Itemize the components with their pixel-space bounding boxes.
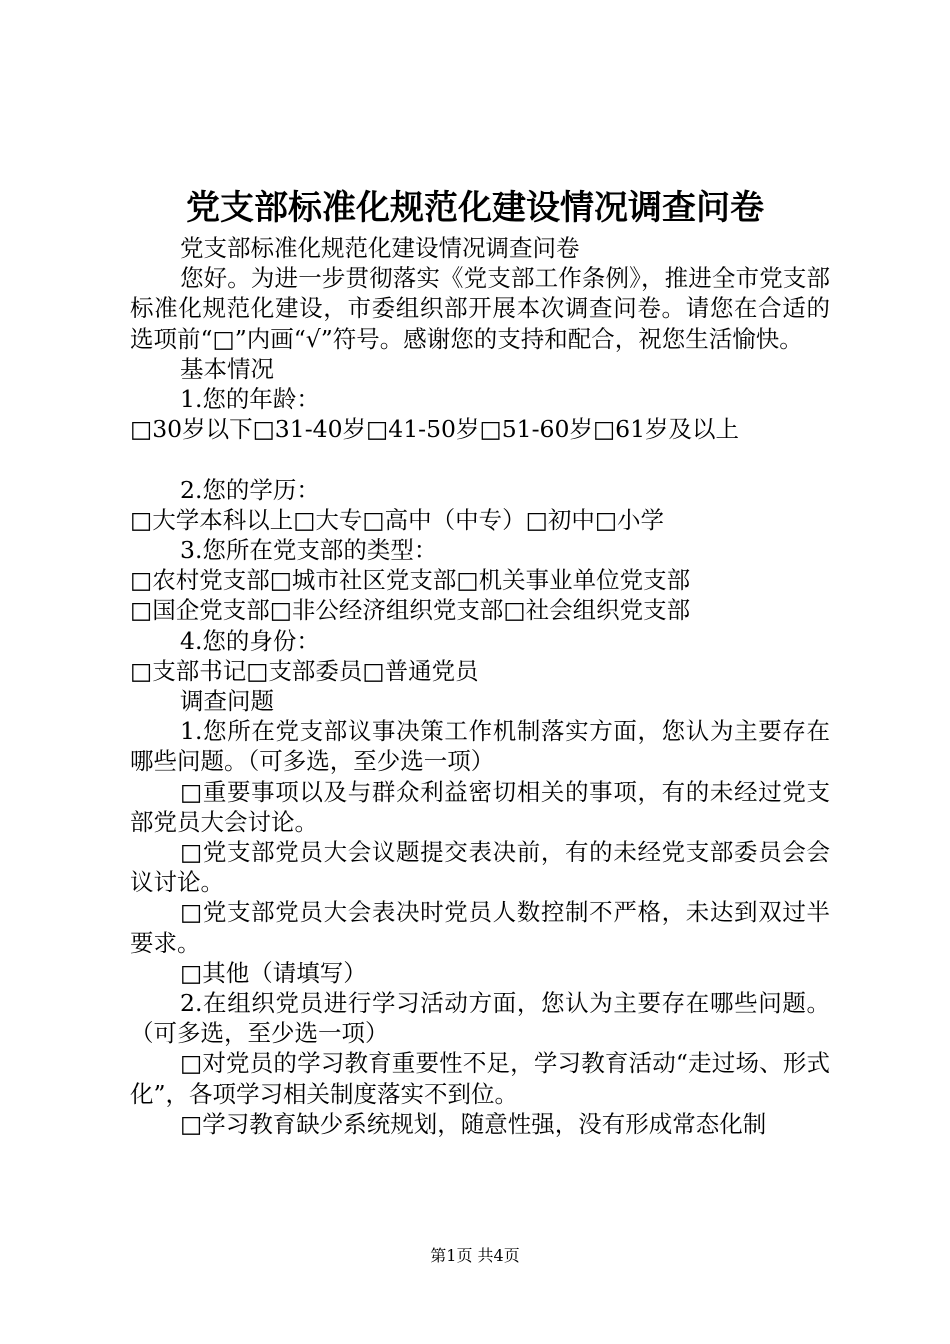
survey-option: □其他（请填写） xyxy=(180,958,367,987)
survey-question-1: 1.您所在党支部议事决策工作机制落实方面，您认为主要存在哪些问题。（可多选，至少选一项） xyxy=(130,717,830,776)
document-body xyxy=(130,233,830,1139)
survey-option: □学习教育缺少系统规划，随意性强，没有形成常态化制 xyxy=(180,1109,767,1138)
survey-option: □对党员的学习教育重要性不足，学习教育活动“走过场、形式化”，各项学习相关制度落实不到位。 xyxy=(130,1049,830,1108)
section-heading-survey: 调查问题 xyxy=(180,687,274,716)
survey-option: □重要事项以及与群众利益密切相关的事项，有的未经过党支部党员大会讨论。 xyxy=(130,777,830,836)
document-title: 党支部标准化规范化建设情况调查问卷 xyxy=(186,188,764,228)
options-education: □大学本科以上□大专□高中（中专）□初中□小学 xyxy=(130,505,665,534)
survey-option: □党支部党员大会议题提交表决前，有的未经党支部委员会会议讨论。 xyxy=(130,838,830,897)
section-heading-basic: 基本情况 xyxy=(180,354,274,383)
options-branch-type-1: □农村党支部□城市社区党支部□机关事业单位党支部 xyxy=(130,566,691,595)
blank-line xyxy=(130,444,830,474)
question-age: 1.您的年龄： xyxy=(180,385,320,414)
question-identity: 4.您的身份： xyxy=(180,626,320,655)
question-education: 2.您的学历： xyxy=(180,475,320,504)
options-branch-type-2: □国企党支部□非公经济组织党支部□社会组织党支部 xyxy=(130,596,691,625)
question-branch-type: 3.您所在党支部的类型： xyxy=(180,536,438,565)
page-footer: 第1页 共4页 xyxy=(430,1246,520,1265)
subtitle-paragraph: 党支部标准化规范化建设情况调查问卷 xyxy=(180,234,580,262)
options-age: □30岁以下□31-40岁□41-50岁□51-60岁□61岁及以上 xyxy=(130,415,740,444)
survey-option: □党支部党员大会表决时党员人数控制不严格，未达到双过半要求。 xyxy=(130,898,830,957)
survey-question-2: 2.在组织党员进行学习活动方面，您认为主要存在哪些问题。（可多选，至少选一项） xyxy=(130,989,830,1048)
options-identity: □支部书记□支部委员□普通党员 xyxy=(130,656,479,685)
intro-paragraph: 您好。为进一步贯彻落实《党支部工作条例》，推进全市党支部标准化规范化建设，市委组织部开展本次调查问卷。请您在合适的选项前“□”内画“√”符号。感谢您的支持和配合，祝您生活愉快。 xyxy=(130,264,830,353)
